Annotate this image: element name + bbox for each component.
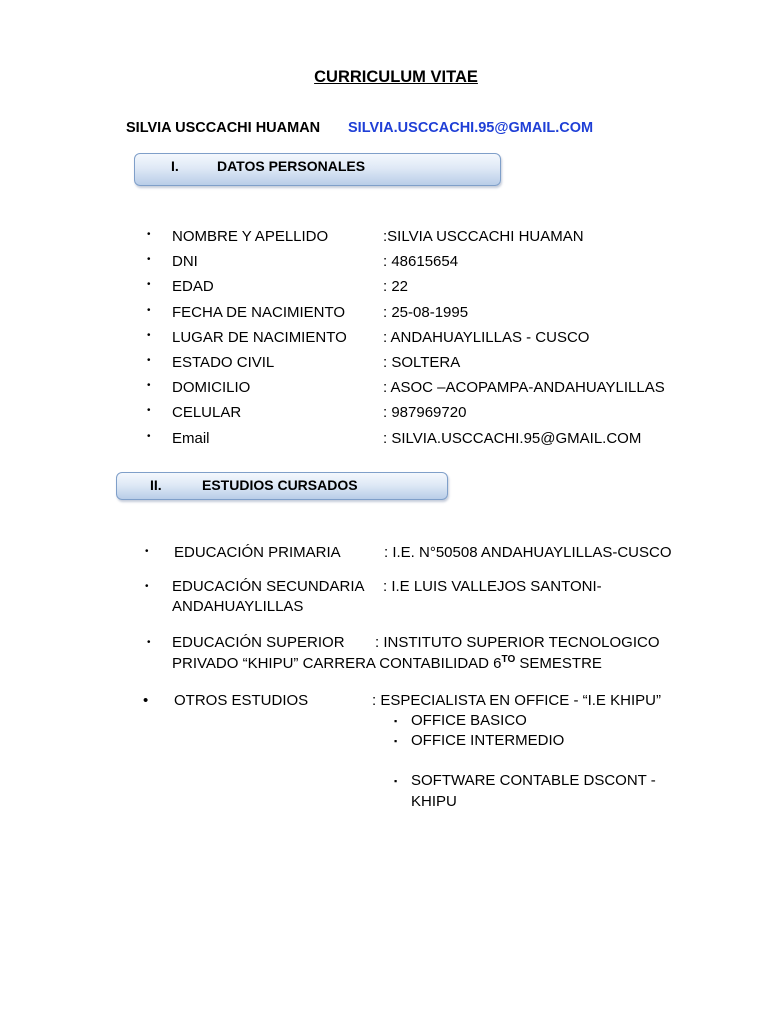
field-label: NOMBRE Y APELLIDO bbox=[172, 228, 329, 245]
bullet-icon: • bbox=[147, 254, 151, 266]
study-label-otros: OTROS ESTUDIOS bbox=[174, 692, 309, 709]
bullet-icon: • bbox=[145, 546, 149, 557]
section-title: ESTUDIOS CURSADOS bbox=[202, 477, 358, 493]
study-value-secundaria-cont: ANDAHUAYLILLAS bbox=[172, 598, 304, 615]
sub-item-office-basico: OFFICE BASICO bbox=[411, 712, 527, 729]
list-item-dni bbox=[0, 253, 768, 278]
bullet-icon: • bbox=[147, 354, 151, 366]
bullet-icon: • bbox=[147, 329, 151, 341]
study-label-superior: EDUCACIÓN SUPERIOR bbox=[172, 634, 345, 651]
study-label-secundaria: EDUCACIÓN SECUNDARIA bbox=[172, 578, 365, 595]
study-value-secundaria: : I.E LUIS VALLEJOS SANTONI- bbox=[383, 578, 602, 595]
bullet-icon: • bbox=[147, 229, 151, 240]
list-item-estado-civil bbox=[0, 354, 768, 379]
list-item-domicilio bbox=[0, 379, 768, 404]
field-value: :SILVIA USCCACHI HUAMAN bbox=[383, 228, 584, 245]
field-label: FECHA DE NACIMIENTO bbox=[172, 303, 346, 321]
list-item-fecha-nacimiento bbox=[0, 304, 768, 329]
bullet-icon: • bbox=[147, 430, 151, 442]
field-value: : ASOC –ACOPAMPA-ANDAHUAYLILLAS bbox=[383, 379, 665, 397]
section-title: DATOS PERSONALES bbox=[217, 158, 366, 174]
personal-data-list bbox=[0, 228, 768, 455]
square-bullet-icon: ▪ bbox=[394, 716, 398, 726]
ordinal-superscript: TO bbox=[501, 654, 516, 665]
field-label: DNI bbox=[172, 253, 198, 271]
bullet-icon: • bbox=[143, 692, 149, 709]
document-title: CURRICULUM VITAE bbox=[314, 68, 478, 86]
bullet-icon: • bbox=[147, 380, 151, 392]
field-value: : 22 bbox=[383, 278, 409, 296]
bullet-icon: • bbox=[147, 637, 151, 648]
bullet-icon: • bbox=[147, 405, 151, 417]
list-item-celular bbox=[0, 404, 768, 429]
field-value: : 25-08-1995 bbox=[383, 303, 469, 321]
bullet-icon: • bbox=[147, 304, 151, 316]
study-value-superior-text: PRIVADO “KHIPU” CARRERA CONTABILIDAD 6 bbox=[172, 655, 502, 672]
square-bullet-icon: ▪ bbox=[394, 736, 398, 746]
header-email: SILVIA.USCCACHI.95@GMAIL.COM bbox=[348, 120, 594, 136]
square-bullet-icon: ▪ bbox=[394, 776, 398, 786]
field-label: Email bbox=[172, 429, 210, 447]
field-value: : SILVIA.USCCACHI.95@GMAIL.COM bbox=[383, 429, 642, 447]
study-value-superior-cont bbox=[172, 654, 602, 672]
field-label: EDAD bbox=[172, 278, 214, 296]
study-value-otros: : ESPECIALISTA EN OFFICE - “I.E KHIPU” bbox=[372, 692, 661, 709]
field-value: : SOLTERA bbox=[383, 353, 461, 371]
section-number: II. bbox=[150, 477, 162, 493]
candidate-name: SILVIA USCCACHI HUAMAN bbox=[126, 120, 321, 136]
list-item-email bbox=[0, 430, 768, 455]
sub-item-office-intermedio: OFFICE INTERMEDIO bbox=[411, 732, 565, 749]
section-header-estudios-cursados bbox=[116, 472, 448, 500]
list-item-edad bbox=[0, 278, 768, 303]
field-value: : 48615654 bbox=[383, 253, 459, 271]
study-label-primaria: EDUCACIÓN PRIMARIA bbox=[174, 544, 341, 561]
field-label: LUGAR DE NACIMIENTO bbox=[172, 328, 347, 346]
field-label: ESTADO CIVIL bbox=[172, 353, 275, 371]
study-value-superior-text2: SEMESTRE bbox=[515, 655, 602, 672]
study-value-primaria: : I.E. N°50508 ANDAHUAYLILLAS-CUSCO bbox=[384, 544, 672, 561]
field-label: CELULAR bbox=[172, 404, 242, 422]
field-value: : 987969720 bbox=[383, 404, 467, 422]
field-label: DOMICILIO bbox=[172, 379, 251, 397]
section-number: I. bbox=[171, 158, 179, 174]
sub-item-software-contable: SOFTWARE CONTABLE DSCONT - bbox=[411, 772, 656, 789]
field-value: : ANDAHUAYLILLAS - CUSCO bbox=[383, 328, 590, 346]
section-header-datos-personales bbox=[134, 153, 501, 186]
list-item-lugar-nacimiento bbox=[0, 329, 768, 354]
bullet-icon: • bbox=[147, 279, 151, 291]
bullet-icon: • bbox=[145, 581, 149, 592]
study-value-superior: : INSTITUTO SUPERIOR TECNOLOGICO bbox=[375, 634, 660, 651]
sub-item-software-contable-cont: KHIPU bbox=[411, 793, 457, 810]
list-item-nombre bbox=[0, 228, 768, 253]
